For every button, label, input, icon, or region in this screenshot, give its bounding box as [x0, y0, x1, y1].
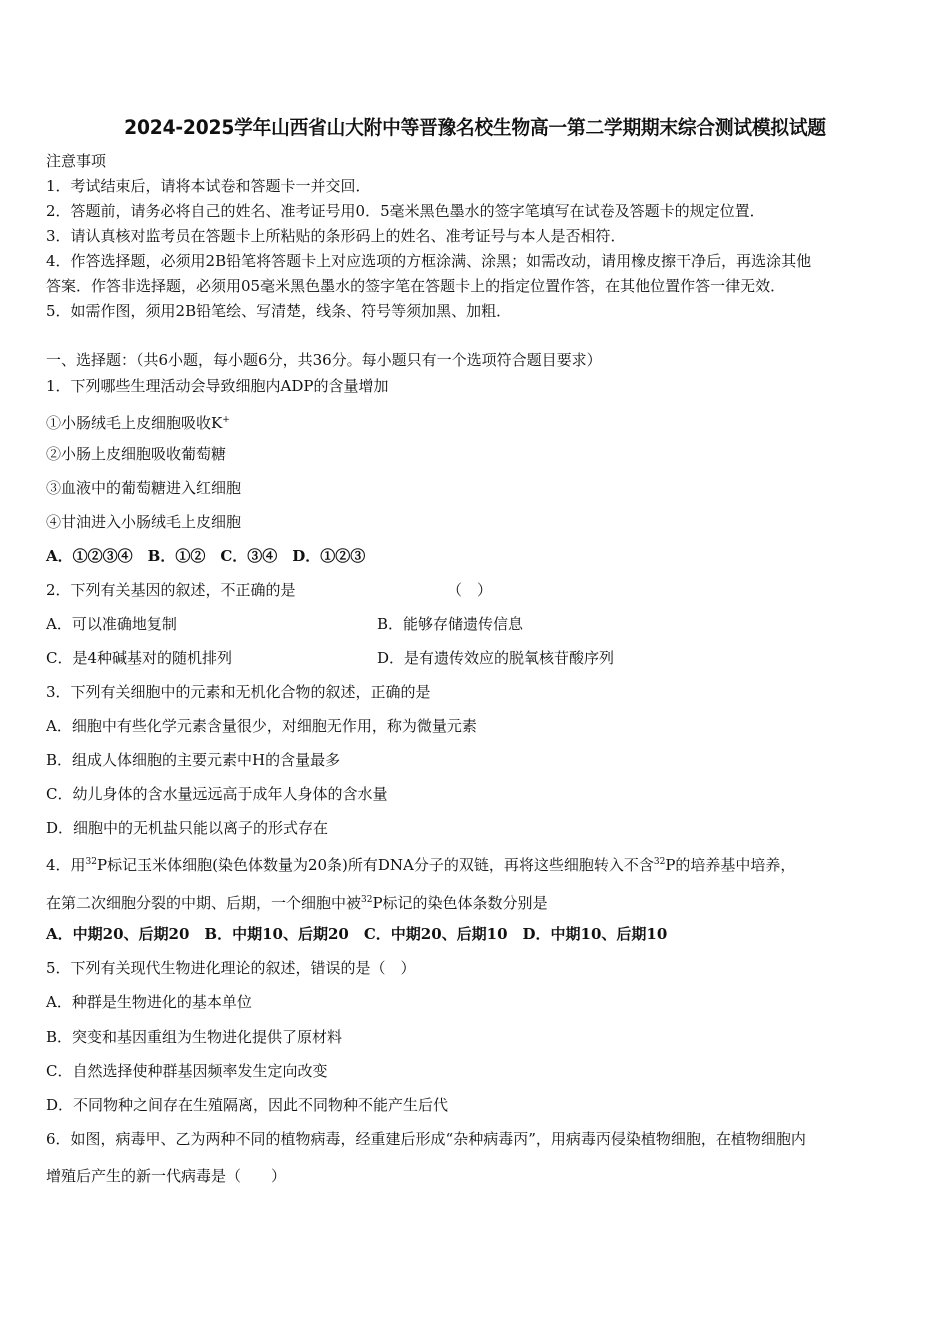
note-item: 2．答题前，请务必将自己的姓名、准考证号用0．5毫米黑色墨水的签字笔填写在试卷及答题卡的规定位置． — [46, 202, 765, 220]
isotope-mass: 32 — [653, 857, 666, 867]
q6-stem-line-1: 6．如图，病毒甲、乙为两种不同的植物病毒，经重建后形成“杂种病毒丙”，用病毒丙侵染植物细胞，在植物细胞内 — [46, 1130, 806, 1148]
q4-text: 在第二次细胞分裂的中期、后期，一个细胞中被 — [46, 894, 362, 912]
q5-option-c: C．自然选择使种群基因频率发生定向改变 — [46, 1062, 328, 1080]
q3-option-b: B．组成人体细胞的主要元素中H的含量最多 — [46, 751, 341, 769]
q3-option-a: A．细胞中有些化学元素含量很少，对细胞无作用，称为微量元素 — [46, 717, 477, 735]
q2-option-d: D．是有遗传效应的脱氧核苷酸序列 — [377, 649, 615, 667]
isotope-mass: 32 — [361, 895, 373, 905]
note-item: 答案．作答非选择题，必须用05毫米黑色墨水的签字笔在答题卡上的指定位置作答，在其他位置作答一律无效． — [46, 277, 786, 295]
q1-options: A．①②③④ B．①② C．③④ D．①②③ — [46, 547, 366, 565]
note-item: 4．作答选择题，必须用2B铅笔将答题卡上对应选项的方框涂满、涂黑；如需改动，请用橡皮擦干净后，再选涂其他 — [46, 252, 812, 270]
q3-stem: 3．下列有关细胞中的元素和无机化合物的叙述，正确的是 — [46, 683, 431, 701]
q3-option-d: D．细胞中的无机盐只能以离子的形式存在 — [46, 819, 329, 837]
q4-options: A．中期20、后期20 B．中期10、后期20 C．中期20、后期10 D．中期10、后期10 — [46, 925, 668, 943]
q5-option-d: D．不同物种之间存在生殖隔离，因此不同物种不能产生后代 — [46, 1096, 449, 1114]
isotope-mass: 32 — [85, 857, 97, 867]
note-item: 3．请认真核对监考员在答题卡上所粘贴的条形码上的姓名、准考证号与本人是否相符． — [46, 227, 626, 245]
q2-stem: 2．下列有关基因的叙述，不正确的是 — [46, 581, 296, 599]
q6-stem-line-2: 增殖后产生的新一代病毒是（ ） — [46, 1167, 287, 1185]
q4-text: P标记的染色体条数分别是 — [372, 894, 548, 912]
q1-statement-4: ④甘油进入小肠绒毛上皮细胞 — [46, 513, 242, 531]
q1-stem: 1．下列哪些生理活动会导致细胞内ADP的含量增加 — [46, 377, 389, 395]
q2-option-c: C．是4种碱基对的随机排列 — [46, 649, 233, 667]
q4-stem-line-2 — [46, 890, 548, 913]
exam-title: 2024-2025学年山西省山大附中等晋豫名校生物高一第二学期期末综合测试模拟试题 — [124, 116, 826, 139]
note-item: 1．考试结束后，请将本试卷和答题卡一并交回． — [46, 177, 371, 195]
q4-stem-line-1 — [46, 852, 795, 875]
q1-statement-1-text: ①小肠绒毛上皮细胞吸收K — [46, 414, 223, 432]
q1-statement-2: ②小肠上皮细胞吸收葡萄糖 — [46, 445, 227, 463]
note-item: 5．如需作图，须用2B铅笔绘、写清楚，线条、符号等须加黑、加粗． — [46, 302, 512, 320]
q1-statement-3: ③血液中的葡萄糖进入红细胞 — [46, 479, 242, 497]
notes-heading: 注意事项 — [46, 152, 107, 170]
q2-option-a: A．可以准确地复制 — [46, 615, 177, 633]
section-heading: 一、选择题：（共6小题，每小题6分，共36分。每小题只有一个选项符合题目要求） — [46, 351, 602, 369]
q1-statement-1 — [46, 410, 230, 433]
q5-option-b: B．突变和基因重组为生物进化提供了原材料 — [46, 1028, 343, 1046]
q5-stem: 5．下列有关现代生物进化理论的叙述，错误的是（ ） — [46, 959, 416, 977]
q4-text: 4．用 — [46, 856, 86, 874]
q2-option-b: B．能够存储遗传信息 — [377, 615, 524, 633]
q2-answer-paren: （ ） — [447, 581, 493, 599]
q4-text: P标记玉米体细胞(染色体数量为20条)所有DNA分子的双链，再将这些细胞转入不含 — [97, 856, 654, 874]
potassium-charge: + — [222, 415, 230, 425]
q3-option-c: C．幼儿身体的含水量远远高于成年人身体的含水量 — [46, 785, 388, 803]
q5-option-a: A．种群是生物进化的基本单位 — [46, 993, 252, 1011]
q4-text: P的培养基中培养， — [665, 856, 796, 874]
